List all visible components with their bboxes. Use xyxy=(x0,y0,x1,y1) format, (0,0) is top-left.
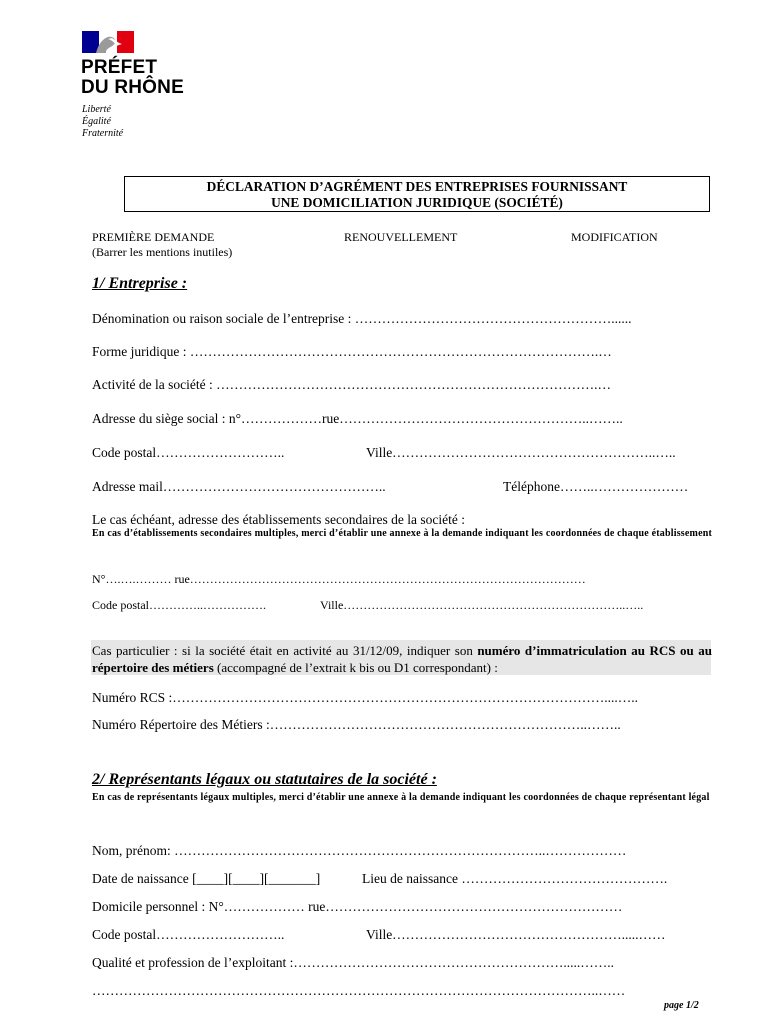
form-title-line-2: UNE DOMICILIATION JURIDIQUE (SOCIÉTÉ) xyxy=(271,195,563,210)
marianne-flag-logo xyxy=(82,31,134,53)
field-ville[interactable]: Ville…………………………………………………..….. xyxy=(366,445,676,460)
special-case-rest: (accompagné de l’extrait k bis ou D1 correspondant) : xyxy=(213,660,498,675)
motto-fraternite: Fraternité xyxy=(82,128,124,139)
field-activite[interactable]: Activité de la société : ………………………………………………………………………….… xyxy=(92,377,611,392)
special-case-bold-2: RCS ou au répertoire des métiers xyxy=(92,643,713,675)
motto-egalite: Égalité xyxy=(82,116,111,127)
form-title-line-1: DÉCLARATION D’AGRÉMENT DES ENTREPRISES FOURNISSANT xyxy=(206,179,628,194)
field-telephone[interactable]: Téléphone……..………………… xyxy=(503,479,689,494)
field-qualite-profession[interactable]: Qualité et profession de l’exploitant :…………………………………………………….....…….. xyxy=(92,955,614,970)
secondary-intro: Le cas échéant, adresse des établissements secondaires de la société : xyxy=(92,512,465,527)
field-denomination[interactable]: Dénomination ou raison sociale de l’entreprise : …………………………………………………...... xyxy=(92,311,632,326)
special-case-text xyxy=(92,642,712,676)
field-adresse-siege[interactable]: Adresse du siège social : n°………………rue………………………………………………..…….. xyxy=(92,411,623,426)
special-case-bold-1: numéro d’immatriculation au xyxy=(477,643,645,658)
field-adresse-mail[interactable]: Adresse mail………………………………………….. xyxy=(92,479,386,494)
field-numero-repertoire-metiers[interactable]: Numéro Répertoire des Métiers :……………………………………………………………..…….. xyxy=(92,717,621,732)
special-case-plain: Cas particulier : si la société était en activité au 31/12/09, indiquer son xyxy=(92,643,478,658)
field-secondary-code-postal[interactable]: Code postal…………..……………. xyxy=(92,598,266,612)
section-2-title: 2/ Représentants légaux ou statutaires de la société : xyxy=(92,771,437,788)
motto-liberte: Liberté xyxy=(82,104,111,115)
option-renouvellement[interactable]: RENOUVELLEMENT xyxy=(344,230,458,244)
secondary-note: En cas d’établissements secondaires multiples, merci d’établir une annexe à la demande indiquant les coordonnées de chaque établissement xyxy=(92,528,712,539)
section-2-note: En cas de représentants légaux multiples, merci d’établir une annexe à la demande indiquant les coordonnées de chaque représentant légal xyxy=(92,792,710,803)
option-premiere-demande[interactable]: PREMIÈRE DEMANDE xyxy=(92,230,215,244)
field-code-postal[interactable]: Code postal……………………….. xyxy=(92,445,285,460)
field-lieu-naissance[interactable]: Lieu de naissance ………………………………………. xyxy=(362,871,668,886)
field-forme-juridique[interactable]: Forme juridique : ……………………………………………………………………………….… xyxy=(92,344,612,359)
field-nom-prenom[interactable]: Nom, prénom: ………………………………………………………………………..……………… xyxy=(92,843,627,858)
brand-line-2: DU RHÔNE xyxy=(81,77,184,98)
field-secondary-ville[interactable]: Ville……………………………………………………………..….. xyxy=(320,598,644,612)
section-1-title: 1/ Entreprise : xyxy=(92,275,188,292)
form-title-box xyxy=(124,176,710,212)
field-domicile[interactable]: Domicile personnel : N°……………… rue………………………………………………………… xyxy=(92,899,623,914)
brand-line-1: PRÉFET xyxy=(81,57,158,78)
field-numero-rcs[interactable]: Numéro RCS :……………………………………………………………………………………....….. xyxy=(92,690,639,705)
option-modification[interactable]: MODIFICATION xyxy=(571,230,658,244)
field-secondary-numero-rue[interactable]: N°….….……… rue……………………………………………………………………………………… xyxy=(92,572,586,586)
field-date-naissance[interactable]: Date de naissance [____][____][_______] xyxy=(92,871,321,886)
field-rep-ville[interactable]: Ville…………………………………………….....…… xyxy=(366,927,666,942)
strike-note: (Barrer les mentions inutiles) xyxy=(92,245,233,259)
page-number: page 1/2 xyxy=(664,1000,699,1011)
field-extra-line[interactable]: …………………………………………………………………………………………………..…… xyxy=(92,983,626,998)
field-rep-code-postal[interactable]: Code postal……………………….. xyxy=(92,927,285,942)
